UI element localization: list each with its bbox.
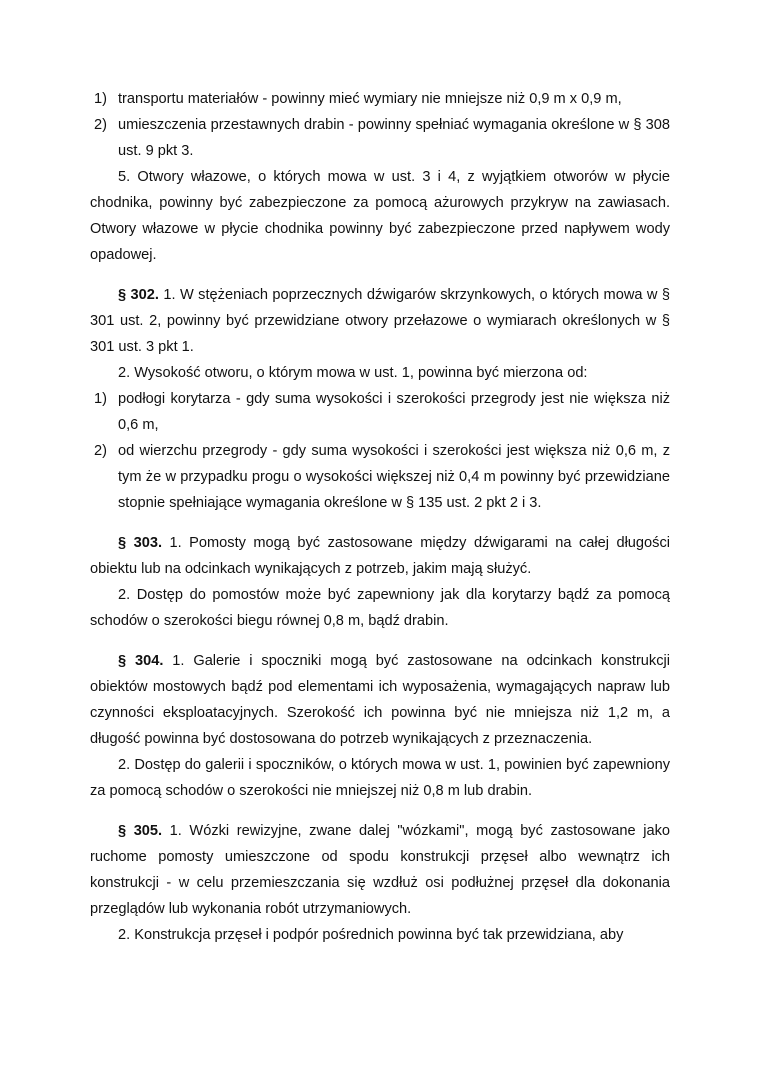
section-302-paragraph <box>90 282 670 360</box>
document-page <box>90 86 670 948</box>
list-text: transportu materiałów - powinny mieć wymiary nie mniejsze niż 0,9 m x 0,9 m, <box>118 91 622 107</box>
section-302-heading: § 302. <box>118 287 159 303</box>
list-item-corridor-floor <box>90 386 670 438</box>
list-number: 1) <box>94 391 107 407</box>
section-304-heading: § 304. <box>118 653 164 669</box>
list-text: podłogi korytarza - gdy suma wysokości i szerokości przegrody jest nie większa niż 0,6 m, <box>118 391 670 433</box>
section-303-paragraph <box>90 530 670 582</box>
list-item-ladders <box>90 112 670 164</box>
list-number: 2) <box>94 443 107 459</box>
section-304-point-2: 2. Dostęp do galerii i spoczników, o których mowa w ust. 1, powinien być zapewniony za pomocą schodów o szerokości nie mniejszej niż 0,8 m lub drabin. <box>90 757 670 799</box>
section-303-text: 1. Pomosty mogą być zastosowane między dźwigarami na całej długości obiektu lub na odcinkach wynikających z potrzeb, jakim mają służyć. <box>90 535 670 577</box>
list-text: od wierzchu przegrody - gdy suma wysokości i szerokości jest większa niż 0,6 m, z tym że w przypadku progu o wysokości większej niż 0,4 m powinny być przewidziane stopnie spełniające wymagania określone w § 135 ust. 2 pkt 2 i 3. <box>118 443 670 511</box>
list-item-barrier-top <box>90 438 670 516</box>
section-305-text: 1. Wózki rewizyjne, zwane dalej "wózkami", mogą być zastosowane jako ruchome pomosty umieszczone od spodu konstrukcji przęseł albo wewnątrz ich konstrukcji - w celu przemieszczania się wzdłuż osi podłużnej przęseł dla dokonania przeglądów lub wykonania robót utrzymaniowych. <box>90 823 671 917</box>
list-number: 1) <box>94 91 107 107</box>
list-item-transport <box>90 86 670 112</box>
section-304-paragraph <box>90 648 670 752</box>
section-305-heading: § 305. <box>118 823 163 839</box>
list-text: umieszczenia przestawnych drabin - powinny spełniać wymagania określone w § 308 ust. 9 pkt 3. <box>118 117 670 159</box>
section-303-point-2: 2. Dostęp do pomostów może być zapewniony jak dla korytarzy bądź za pomocą schodów o szerokości biegu równej 0,8 m, bądź drabin. <box>90 587 670 629</box>
section-305-point-2: 2. Konstrukcja przęseł i podpór pośrednich powinna być tak przewidziana, aby <box>118 927 624 943</box>
paragraph-5-manholes: 5. Otwory włazowe, o których mowa w ust. 3 i 4, z wyjątkiem otworów w płycie chodnika, powinny być zabezpieczone za pomocą ażurowych przykryw na zawiasach. Otwory włazowe w płycie chodnika powinny być zabezpieczone przed napływem wody opadowej. <box>90 169 670 263</box>
section-305-paragraph <box>90 818 670 922</box>
section-302-text: 1. W stężeniach poprzecznych dźwigarów skrzynkowych, o których mowa w § 301 ust. 2, powinny być przewidziane otwory przełazowe o wymiarach określonych w § 301 ust. 3 pkt 1. <box>90 287 670 355</box>
section-304-text: 1. Galerie i spoczniki mogą być zastosowane na odcinkach konstrukcji obiektów mostowych bądź pod elementami ich wyposażenia, wymagających napraw lub czynności eksploatacyjnych. Szerokość ich powinna być nie mniejsza niż 1,2 m, a długość powinna być dostosowana do potrzeb wynikających z przeznaczenia. <box>90 653 670 747</box>
section-303-heading: § 303. <box>118 535 163 551</box>
list-number: 2) <box>94 117 107 133</box>
section-302-point-2: 2. Wysokość otworu, o którym mowa w ust. 1, powinna być mierzona od: <box>118 365 588 381</box>
